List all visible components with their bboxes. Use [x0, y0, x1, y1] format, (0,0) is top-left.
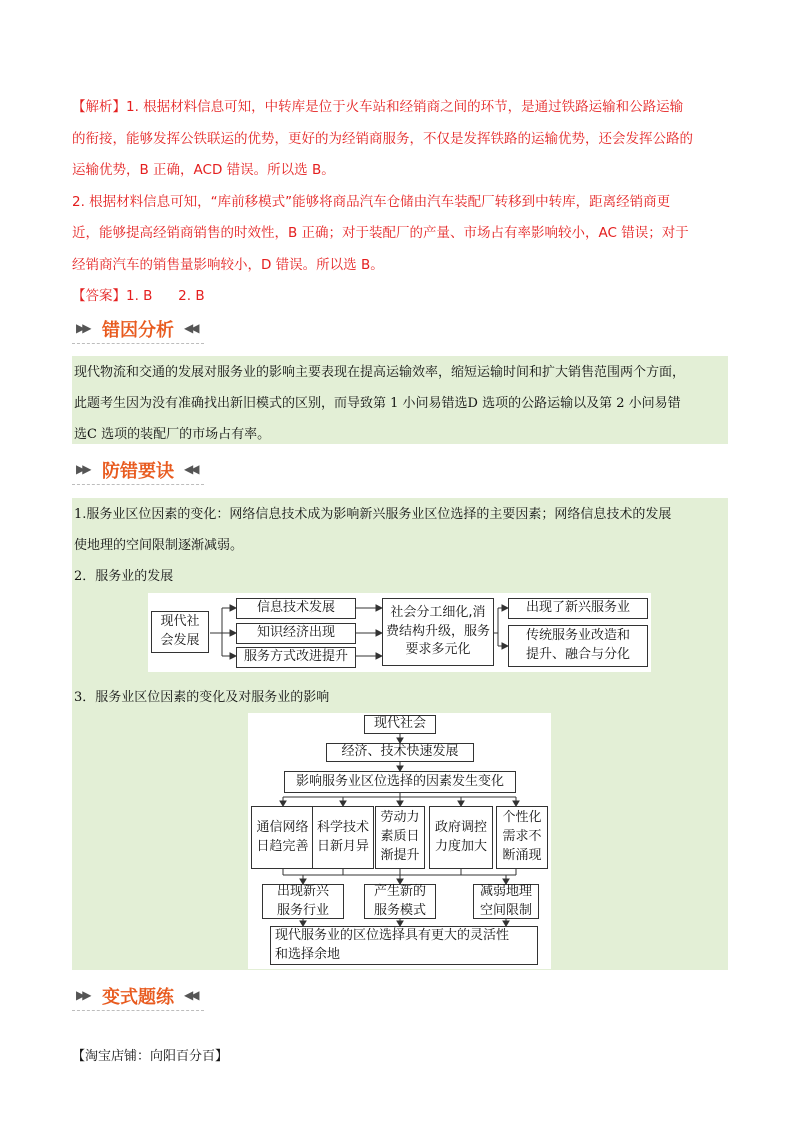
- factors-change-box: 影响服务业区位选择的因素发生变化: [284, 771, 516, 793]
- error-analysis-line: 此题考生因为没有准确找出新旧模式的区别，而导致第 1 小问易错选D 选项的公路运输以及第 2 小问易错: [74, 396, 681, 411]
- footer-shop-note: 【淘宝店铺：向阳百分百】: [72, 1049, 229, 1064]
- factor-communication-box: 通信网络 日趋完善: [251, 806, 314, 869]
- section-heading-prevention: [72, 455, 204, 485]
- knowledge-economy-box: 知识经济出现: [236, 623, 356, 644]
- factor-personalization-box: 个性化 需求不 断涌现: [496, 806, 548, 869]
- analysis-line: 运输优势，B 正确，ACD 错误。所以选 B。: [72, 162, 335, 178]
- section-heading-error-analysis: [72, 314, 204, 344]
- double-arrow-left-icon: ◀◀: [184, 321, 197, 335]
- error-analysis-line: 选C 选项的装配厂的市场占有率。: [74, 427, 271, 442]
- double-arrow-right-icon: ▶▶: [76, 321, 89, 335]
- economy-tech-box: 经济、技术快速发展: [326, 743, 474, 762]
- answer-line: 【答案】1. B 2. B: [72, 288, 205, 304]
- info-tech-box: 信息技术发展: [236, 598, 356, 619]
- effect-new-modes-box: 产生新的 服务模式: [364, 884, 436, 919]
- analysis-line: 2. 根据材料信息可知，“库前移模式”能够将商品汽车仓储由汽车装配厂转移到中转库，距离经销商更: [72, 193, 671, 210]
- section-title: 防错要诀: [102, 461, 174, 482]
- section-title: 变式题练: [102, 987, 174, 1008]
- analysis-line: 经销商汽车的销售量影响较小，D 错误。所以选 B。: [72, 256, 384, 273]
- effect-new-industries-box: 出现新兴 服务行业: [262, 884, 344, 919]
- service-location-diagram: [248, 713, 551, 969]
- section-heading-practice: [72, 981, 204, 1011]
- new-services-box: 出现了新兴服务业: [508, 598, 648, 619]
- tip-heading: 2．服务业的发展: [74, 569, 174, 584]
- error-analysis-line: 现代物流和交通的发展对服务业的影响主要表现在提高运输效率，缩短运输时间和扩大销售范围两个方面，: [74, 365, 686, 380]
- modern-society-development-box: 现代社 会发展: [151, 611, 209, 653]
- tip-line: 1.服务业区位因素的变化：网络信息技术成为影响新兴服务业区位选择的主要因素；网络信息技术的发展: [74, 507, 672, 522]
- section-title: 错因分析: [102, 320, 174, 341]
- service-improvement-box: 服务方式改进提升: [236, 647, 356, 668]
- analysis-block: [72, 92, 693, 313]
- result-box: 现代服务业的区位选择具有更大的灵活性 和选择余地: [270, 926, 538, 965]
- effect-space-limit-box: 减弱地理 空间限制: [473, 884, 539, 919]
- error-analysis-box: [72, 356, 728, 444]
- double-arrow-left-icon: ◀◀: [184, 462, 197, 476]
- service-development-diagram: [148, 593, 651, 672]
- analysis-line: 近，能够提高经销商销售的时效性，B 正确；对于装配厂的产量、市场占有率影响较小，AC 错误；对于: [72, 225, 689, 241]
- tip-heading: 3．服务业区位因素的变化及对服务业的影响: [74, 690, 330, 705]
- analysis-line: 【解析】1. 根据材料信息可知，中转库是位于火车站和经销商之间的环节，是通过铁路运输和公路运输: [72, 99, 684, 115]
- factor-government-box: 政府调控 力度加大: [429, 806, 493, 869]
- social-division-box: 社会分工细化,消 费结构升级，服务 要求多元化: [382, 598, 494, 666]
- tip-line: 使地理的空间限制逐渐减弱。: [74, 538, 244, 553]
- double-arrow-right-icon: ▶▶: [76, 988, 89, 1002]
- factor-labor-box: 劳动力 素质日 渐提升: [375, 806, 425, 869]
- factor-science-box: 科学技术 日新月异: [312, 806, 374, 869]
- modern-society-box: 现代社会: [364, 715, 436, 734]
- double-arrow-right-icon: ▶▶: [76, 462, 89, 476]
- prevention-tips-box: [72, 498, 728, 970]
- double-arrow-left-icon: ◀◀: [184, 988, 197, 1002]
- analysis-line: 的衔接，能够发挥公铁联运的优势，更好的为经销商服务，不仅是发挥铁路的运输优势，还会发挥公路的: [72, 130, 693, 147]
- traditional-services-box: 传统服务业改造和 提升、融合与分化: [508, 625, 648, 667]
